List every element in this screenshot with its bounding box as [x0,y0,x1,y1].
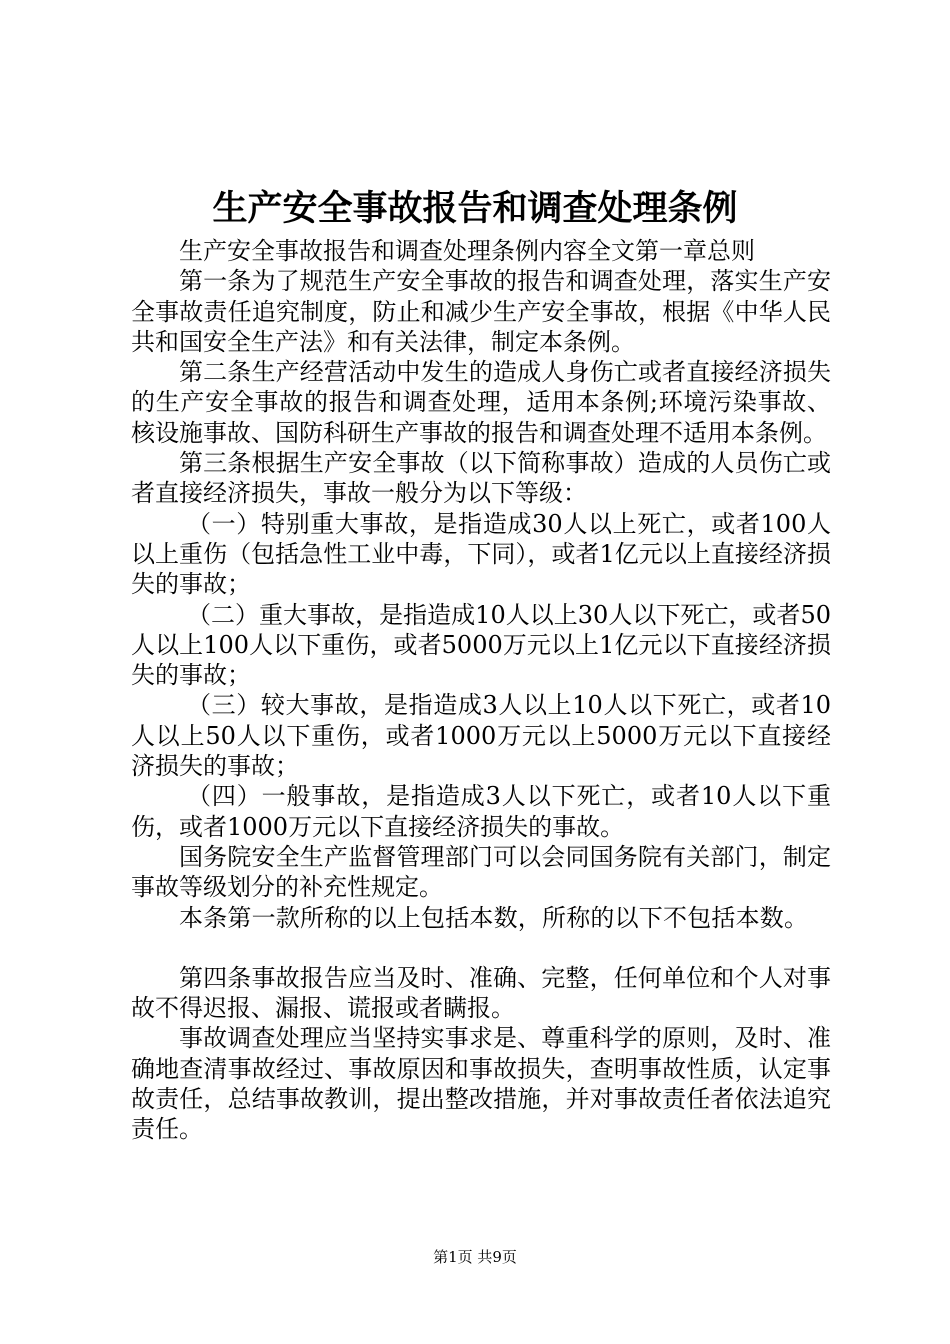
article-4-paragraph: 第四条事故报告应当及时、准确、完整，任何单位和个人对事故不得迟报、漏报、谎报或者瞒报。 [131,963,831,1023]
paragraph-gap [131,933,831,963]
article-3-item-3: （三）较大事故，是指造成3人以上10人以下死亡，或者10人以上50人以下重伤，或者1000万元以上5000万元以下直接经济损失的事故； [131,691,831,781]
article-2-paragraph: 第二条生产经营活动中发生的造成人身伤亡或者直接经济损失的生产安全事故的报告和调查处理，适用本条例;环境污染事故、核设施事故、国防科研生产事故的报告和调查处理不适用本条例。 [131,358,831,447]
page-footer: 第1页 共9页 [433,1248,517,1266]
article-3-item-4: （四）一般事故，是指造成3人以下死亡，或者10人以下重伤，或者1000万元以下直接经济损失的事故。 [131,782,831,841]
article-3-definition-paragraph: 本条第一款所称的以上包括本数，所称的以下不包括本数。 [179,903,809,932]
article-3-item-2: （二）重大事故，是指造成10人以上30人以下死亡，或者50人以上100人以下重伤，或者5000万元以上1亿元以下直接经济损失的事故； [131,600,831,690]
article-3-paragraph: 第三条根据生产安全事故（以下简称事故）造成的人员伤亡或者直接经济损失，事故一般分为以下等级： [131,449,831,508]
document-title: 生产安全事故报告和调查处理条例 [212,188,738,229]
article-3-item-1: （一）特别重大事故，是指造成30人以上死亡，或者100人以上重伤（包括急性工业中毒，下同），或者1亿元以上直接经济损失的事故； [131,509,831,599]
article-1-paragraph: 第一条为了规范生产安全事故的报告和调查处理，落实生产安全事故责任追究制度，防止和减少生产安全事故，根据《中华人民共和国安全生产法》和有关法律，制定本条例。 [131,267,831,356]
article-4-principle-paragraph: 事故调查处理应当坚持实事求是、尊重科学的原则，及时、准确地查清事故经过、事故原因和事故损失，查明事故性质，认定事故责任，总结事故教训，提出整改措施，并对事故责任者依法追究责任。 [131,1024,831,1144]
article-3-supplement-paragraph: 国务院安全生产监督管理部门可以会同国务院有关部门，制定事故等级划分的补充性规定。 [131,842,831,902]
chapter-heading-paragraph: 生产安全事故报告和调查处理条例内容全文第一章总则 [179,237,755,265]
document-body [131,236,831,1145]
